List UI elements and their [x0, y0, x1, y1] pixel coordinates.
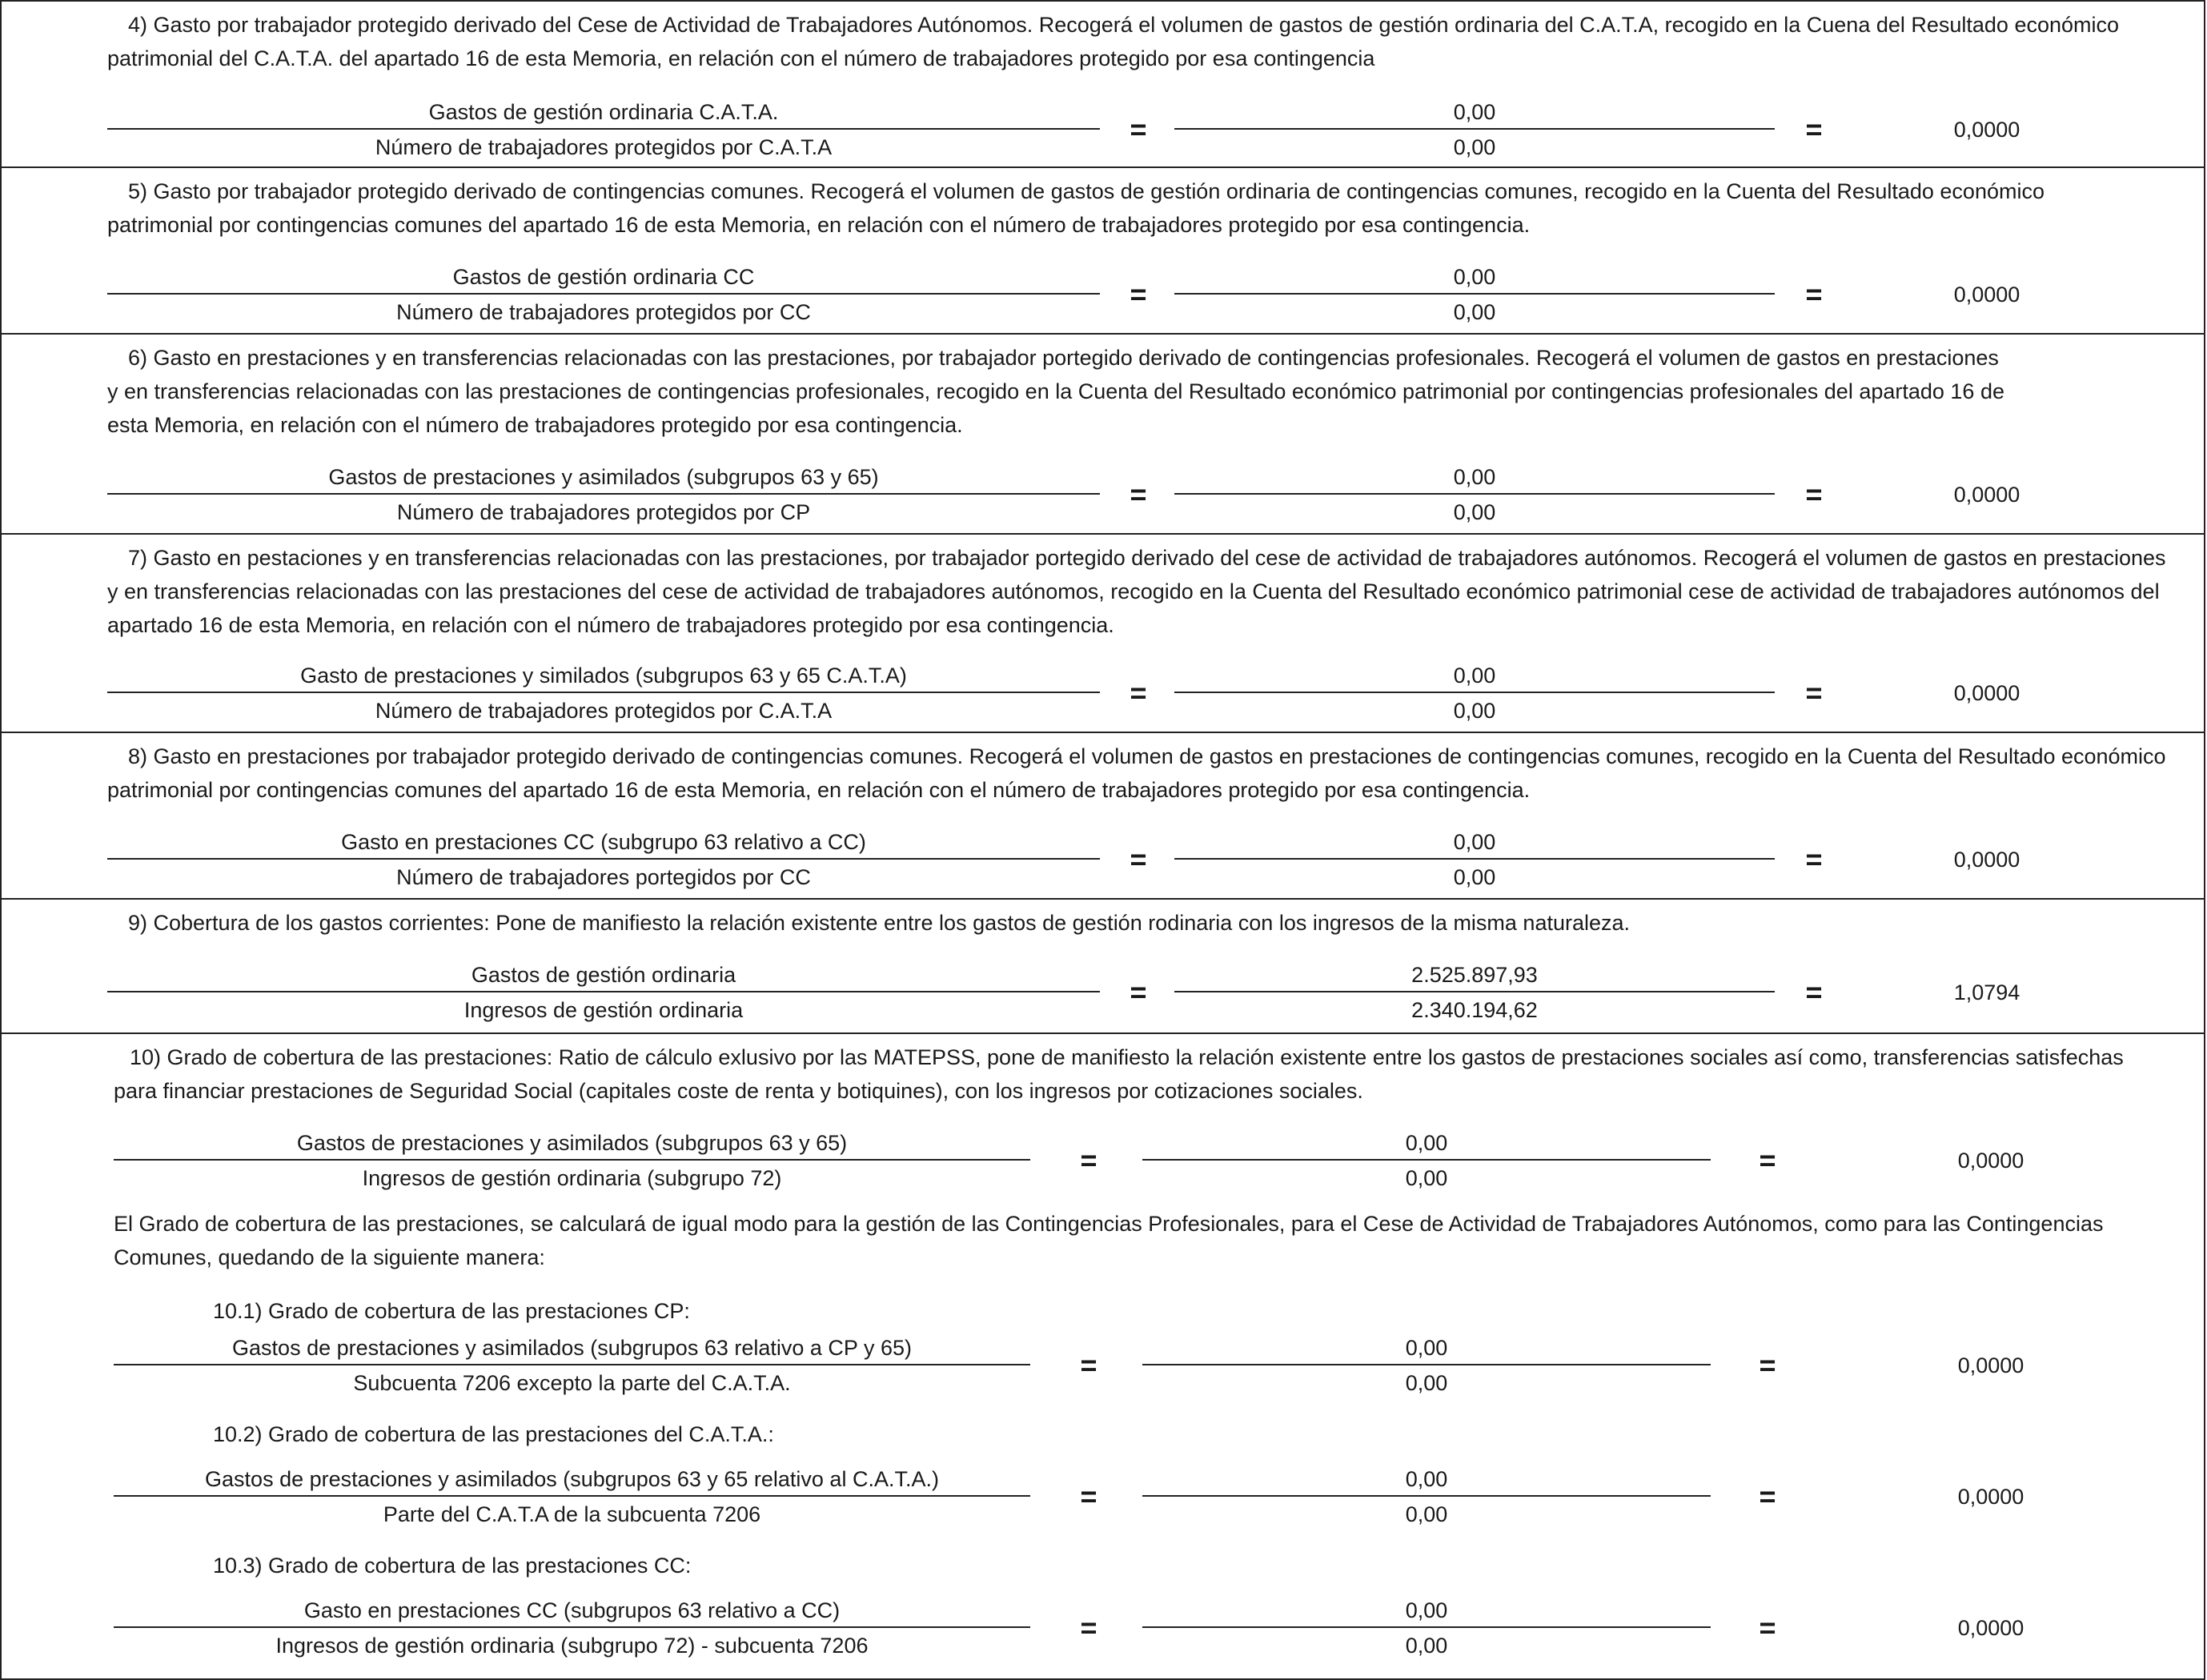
fraction-line	[1174, 293, 1775, 295]
ratio-section-6	[0, 335, 2205, 535]
equals-sign: =	[1759, 1349, 1776, 1381]
fraction-line	[107, 858, 1100, 860]
equals-sign: =	[1130, 976, 1147, 1008]
ratio-result: 1,0794	[1953, 980, 2020, 1004]
ratio-result: 0,0000	[1957, 1616, 2024, 1640]
denominator-value: 0,00	[1453, 699, 1496, 723]
fraction-line	[1174, 128, 1775, 130]
section-description: 6) Gasto en prestaciones y en transferencias relacionadas con las prestaciones, por trabajador portegido derivado de contingencias profesionales. Recogerá el volumen de gastos en prestaciones y en transferencias relacionadas con las prestaciones de contingencias profesionales, recogido en la Cuenta del Resultado económico patrimonial por contingencias profesionales del apartado 16 de esta Memoria, en relación con el número de trabajadores protegido por esa contingencia.	[107, 346, 2004, 437]
numerator-value: 0,00	[1405, 1598, 1448, 1622]
equals-sign: =	[1759, 1144, 1776, 1177]
denominator-label: Ingresos de gestión ordinaria (subgrupo 72)	[362, 1166, 782, 1190]
fraction-line	[1142, 1159, 1711, 1161]
ratio-result: 0,0000	[1953, 483, 2020, 507]
denominator-label: Número de trabajadores protegidos por CP	[396, 500, 811, 524]
denominator-label: Subcuenta 7206 excepto la parte del C.A.T.A.	[353, 1371, 791, 1395]
denominator-value: 0,00	[1405, 1371, 1448, 1395]
ratio-section-5	[0, 168, 2205, 335]
denominator-label: Número de trabajadores protegidos por C.A.T.A	[375, 699, 833, 723]
denominator-value: 0,00	[1405, 1166, 1448, 1190]
equals-sign: =	[1130, 278, 1147, 311]
section-description: 7) Gasto en pestaciones y en transferencias relacionadas con las prestaciones, por trabajador portegido derivado del cese de actividad de trabajadores autónomos. Recogerá el volumen de gastos en prestaciones y en transferencias relacionadas con las prestaciones del cese de actividad de trabajadores autónomos, recogido en la Cuenta del Resultado económico patrimonial cese de actividad de trabajadores autónomos del apartado 16 de esta Memoria, en relación con el número de trabajadores protegido por esa contingencia.	[107, 546, 2166, 637]
fraction-line	[107, 293, 1100, 295]
section-description: 5) Gasto por trabajador protegido derivado de contingencias comunes. Recogerá el volumen de gastos de gestión ordinaria de contingencias comunes, recogido en la Cuenta del Resultado económico patrimonial por contingencias comunes del apartado 16 de esta Memoria, en relación con el número de trabajadores protegido por esa contingencia.	[107, 179, 2044, 237]
subsection-title: 10.3) Grado de cobertura de las prestaciones CC:	[213, 1554, 692, 1578]
numerator-value: 0,00	[1453, 265, 1496, 289]
denominator-label: Número de trabajadores portegidos por CC	[396, 865, 811, 889]
equals-sign: =	[1805, 478, 1823, 511]
ratio-result: 0,0000	[1953, 118, 2020, 142]
fraction-line	[1174, 858, 1775, 860]
equals-sign: =	[1130, 843, 1147, 876]
numerator-label: Gastos de prestaciones y asimilados (subgrupos 63 y 65 relativo al C.A.T.A.)	[205, 1467, 939, 1491]
equals-sign: =	[1130, 478, 1147, 511]
numerator-label: Gastos de prestaciones y asimilados (subgrupos 63 relativo a CP y 65)	[232, 1336, 912, 1360]
equals-sign: =	[1805, 676, 1823, 709]
section-description: 10) Grado de cobertura de las prestaciones: Ratio de cálculo exlusivo por las MATEPSS, pone de manifiesto la relación existente entre los gastos de prestaciones sociales así como, transferencias satisfechas para financiar prestaciones de Seguridad Social (capitales coste de renta y botiquines), con los ingresos por cotizaciones sociales.	[114, 1045, 2124, 1103]
fraction-line	[1174, 991, 1775, 992]
denominator-value: 0,00	[1453, 865, 1496, 889]
section-description: 4) Gasto por trabajador protegido derivado del Cese de Actividad de Trabajadores Autónomos. Recogerá el volumen de gastos de gestión ordinaria del C.A.T.A, recogido en la Cuena del Resultado económico patrimonial del C.A.T.A. del apartado 16 de esta Memoria, en relación con el número de trabajadores protegido por esa contingencia	[107, 13, 2120, 70]
ratio-result: 0,0000	[1953, 283, 2020, 307]
numerator-label: Gastos de prestaciones y asimilados (subgrupos 63 y 65)	[328, 465, 879, 489]
ratio-section-7	[0, 535, 2205, 733]
equals-sign: =	[1080, 1349, 1097, 1381]
ratio-result: 0,0000	[1953, 848, 2020, 872]
ratio-formula	[2, 461, 2204, 530]
ratio-section-4	[0, 0, 2205, 168]
ratio-formula	[2, 826, 2204, 895]
fraction-line	[107, 991, 1100, 992]
equals-sign: =	[1759, 1480, 1776, 1513]
denominator-label: Ingresos de gestión ordinaria	[463, 998, 744, 1022]
numerator-value: 0,00	[1453, 100, 1496, 124]
numerator-value: 0,00	[1453, 830, 1496, 854]
numerator-label: Gasto en prestaciones CC (subgrupos 63 relativo a CC)	[303, 1598, 841, 1622]
ratio-formula	[2, 1127, 2204, 1196]
equals-sign: =	[1759, 1611, 1776, 1644]
numerator-label: Gastos de gestión ordinaria CC	[452, 265, 755, 289]
fraction-line	[107, 692, 1100, 693]
numerator-label: Gastos de gestión ordinaria	[471, 963, 736, 987]
fraction-line	[114, 1364, 1030, 1365]
numerator-value: 0,00	[1405, 1131, 1448, 1155]
ratio-formula	[2, 1332, 2204, 1401]
numerator-label: Gasto en prestaciones CC (subgrupo 63 relativo a CC)	[341, 830, 866, 854]
numerator-value: 0,00	[1405, 1467, 1448, 1491]
denominator-value: 2.340.194,62	[1411, 998, 1538, 1022]
fraction-line	[114, 1159, 1030, 1161]
section-description: 9) Cobertura de los gastos corrientes: Pone de manifiesto la relación existente entre los gastos de gestión rodinaria con los ingresos de la misma naturaleza.	[128, 911, 1631, 935]
denominator-value: 0,00	[1453, 500, 1496, 524]
ratio-formula	[2, 96, 2204, 165]
denominator-label: Número de trabajadores protegidos por C.A.T.A	[375, 135, 833, 159]
numerator-label: Gastos de prestaciones y asimilados (subgrupos 63 y 65)	[296, 1131, 848, 1155]
numerator-value: 0,00	[1405, 1336, 1448, 1360]
denominator-label: Parte del C.A.T.A de la subcuenta 7206	[383, 1502, 761, 1526]
fraction-line	[1142, 1626, 1711, 1628]
equals-sign: =	[1080, 1144, 1097, 1177]
equals-sign: =	[1805, 976, 1823, 1008]
ratio-result: 0,0000	[1957, 1149, 2024, 1173]
denominator-value: 0,00	[1453, 300, 1496, 324]
equals-sign: =	[1805, 278, 1823, 311]
equals-sign: =	[1805, 113, 1823, 146]
fraction-line	[107, 128, 1100, 130]
ratio-section-10	[0, 1034, 2205, 1680]
denominator-value: 0,00	[1453, 135, 1496, 159]
ratio-result: 0,0000	[1953, 681, 2020, 705]
denominator-value: 0,00	[1405, 1502, 1448, 1526]
numerator-value: 0,00	[1453, 664, 1496, 688]
ratio-formula	[2, 1463, 2204, 1532]
ratio-result: 0,0000	[1957, 1353, 2024, 1377]
numerator-label: Gasto de prestaciones y similados (subgrupos 63 y 65 C.A.T.A)	[300, 664, 907, 688]
ratio-formula	[2, 959, 2204, 1028]
fraction-line	[114, 1495, 1030, 1497]
ratio-formula	[2, 660, 2204, 728]
fraction-line	[114, 1626, 1030, 1628]
equals-sign: =	[1805, 843, 1823, 876]
denominator-label: Número de trabajadores protegidos por CC	[396, 300, 811, 324]
equals-sign: =	[1130, 676, 1147, 709]
equals-sign: =	[1080, 1480, 1097, 1513]
numerator-label: Gastos de gestión ordinaria C.A.T.A.	[428, 100, 779, 124]
subsection-title: 10.1) Grado de cobertura de las prestaciones CP:	[213, 1299, 690, 1323]
denominator-value: 0,00	[1405, 1634, 1448, 1658]
numerator-value: 2.525.897,93	[1411, 963, 1538, 987]
equals-sign: =	[1080, 1611, 1097, 1644]
fraction-line	[107, 493, 1100, 495]
numerator-value: 0,00	[1453, 465, 1496, 489]
fraction-line	[1174, 493, 1775, 495]
fraction-line	[1142, 1495, 1711, 1497]
denominator-label: Ingresos de gestión ordinaria (subgrupo 72) - subcuenta 7206	[275, 1634, 869, 1658]
ratio-section-8	[0, 733, 2205, 900]
fraction-line	[1174, 692, 1775, 693]
ratio-formula	[2, 1594, 2204, 1663]
ratio-section-9	[0, 900, 2205, 1034]
section-description: 8) Gasto en prestaciones por trabajador protegido derivado de contingencias comunes. Recogerá el volumen de gastos en prestaciones de contingencias comunes, recogido en la Cuenta del Resultado económico patrimonial por contingencias comunes del apartado 16 de esta Memoria, en relación con el número de trabajadores protegido por esa contingencia.	[107, 744, 2166, 802]
ratio-formula	[2, 261, 2204, 330]
equals-sign: =	[1130, 113, 1147, 146]
section-note: El Grado de cobertura de las prestaciones, se calculará de igual modo para la gestión de las Contingencias Profesionales, para el Cese de Actividad de Trabajadores Autónomos, como para las Contingencias Comunes, quedando de la siguiente manera:	[114, 1212, 2104, 1269]
subsection-title: 10.2) Grado de cobertura de las prestaciones del C.A.T.A.:	[213, 1422, 774, 1446]
fraction-line	[1142, 1364, 1711, 1365]
ratio-result: 0,0000	[1957, 1485, 2024, 1509]
